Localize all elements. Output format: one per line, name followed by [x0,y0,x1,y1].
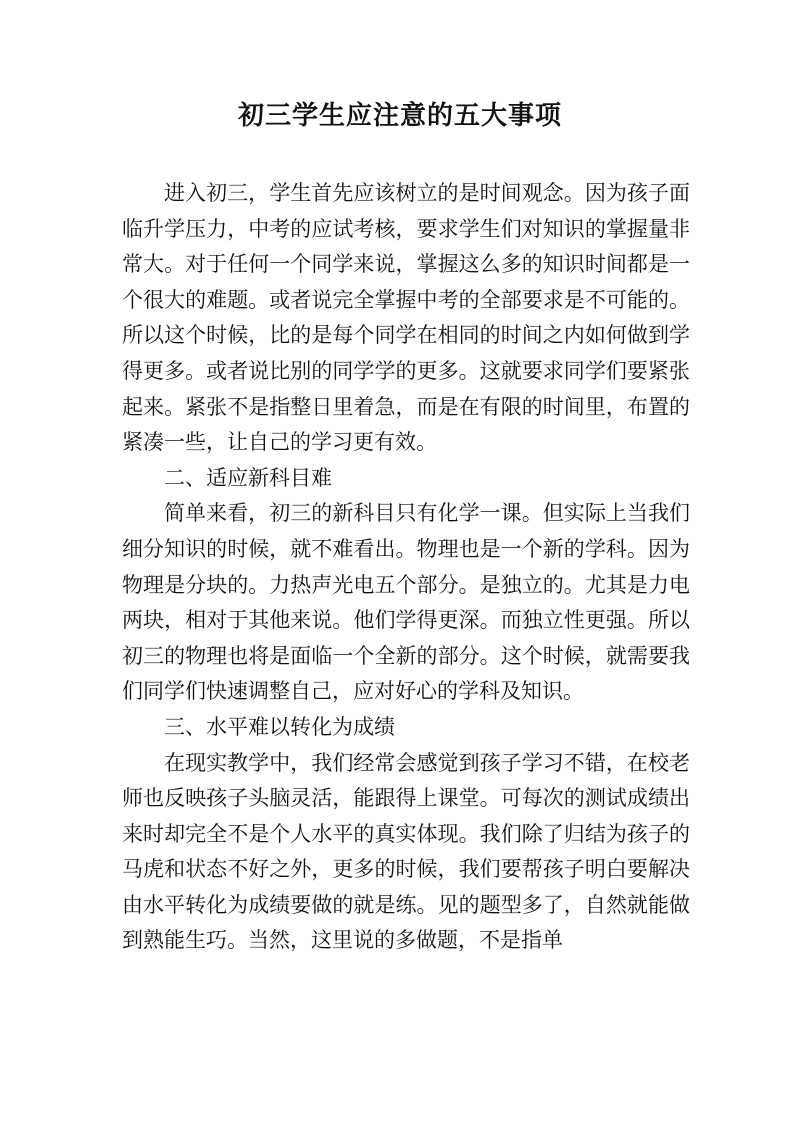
document-title: 初三学生应注意的五大事项 [237,101,562,131]
paragraph-level-to-score: 在现实教学中，我们经常会感觉到孩子学习不错，在校老师也反映孩子头脑灵活，能跟得上课堂。可每次的测试成绩出来时却完全不是个人水平的真实体现。我们除了归结为孩子的马虎和状态不好之外，更多的时候，我们要帮孩子明白要解决由水平转化为成绩要做的就是练。见的题型多了，自然就能做到熟能生巧。当然，这里说的多做题，不是指单 [122,750,690,953]
document-body [122,176,690,959]
section-heading-level-to-score: 三、水平难以转化为成绩 [164,714,395,739]
paragraph-time-concept: 进入初三，学生首先应该树立的是时间观念。因为孩子面临升学压力，中考的应试考核，要求学生们对知识的掌握量非常大。对于任何一个同学来说，掌握这么多的知识时间都是一个很大的难题。或者说完全掌握中考的全部要求是不可能的。所以这个时候，比的是每个同学在相同的时间之内如何做到学得更多。或者说比别的同学学的更多。这就要求同学们要紧张起来。紧张不是指整日里着急，而是在有限的时间里，布置的紧凑一些，让自己的学习更有效。 [122,181,690,455]
section-heading-new-subjects: 二、适应新科目难 [164,465,332,490]
paragraph-new-subjects: 简单来看，初三的新科目只有化学一课。但实际上当我们细分知识的时候，就不难看出。物理也是一个新的学科。因为物理是分块的。力热声光电五个部分。是独立的。尤其是力电两块，相对于其他来说。他们学得更深。而独立性更强。所以初三的物理也将是面临一个全新的部分。这个时候，就需要我们同学们快速调整自己，应对好心的学科及知识。 [122,501,690,704]
